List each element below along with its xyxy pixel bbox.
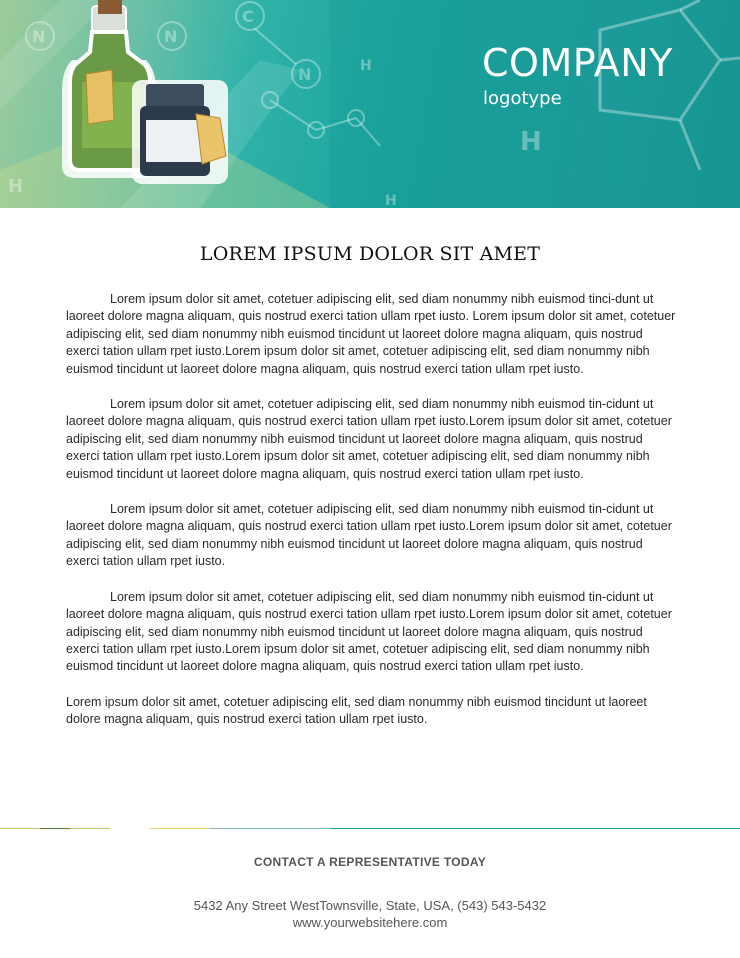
body-paragraph: Lorem ipsum dolor sit amet, cotetuer adipiscing elit, sed diam nonummy nibh euismod tin-cidunt ut laoreet dolore magna aliquam, quis nostrud exerci tation ullam rpet iusto.Lorem ipsum dolor sit amet, cotetuer adipiscing elit, sed diam nonummy nibh euismod tincidunt ut laoreet dolore magna aliquam, quis nostrud exerci tation ullam rpet iusto.Lorem ipsum dolor sit amet, cotetuer adipiscing elit, sed diam nonummy nibh euismod tincidunt ut laoreet dolore magna aliquam, quis nostrud exerci tation ullam rpet iusto. <box>66 397 672 481</box>
website-link[interactable]: www.yourwebsitehere.com <box>292 915 448 930</box>
body-paragraph: Lorem ipsum dolor sit amet, cotetuer adipiscing elit, sed diam nonummy nibh euismod tinci-dunt ut laoreet dolore magna aliquam, quis nostrud exerci tation ullam rpet iusto. Lorem ipsum dolor sit amet, cotetuer adipiscing elit, sed diam nonummy nibh euismod tincidunt ut laoreet dolore magna aliquam, quis nostrud exerci tation ullam rpet iusto.Lorem ipsum dolor sit amet, cotetuer adipiscing elit, sed diam nonummy nibh euismod tincidunt ut laoreet dolore magna aliquam, quis nostrud exerci tation ullam rpet iusto. <box>66 292 676 376</box>
body-paragraph: Lorem ipsum dolor sit amet, cotetuer adipiscing elit, sed diam nonummy nibh euismod tincidunt ut laoreet dolore magna aliquam, quis nostrud exerci tation ullam rpet iusto. <box>66 694 647 727</box>
contact-address: 5432 Any Street WestTownsville, State, USA, (543) 543-5432 <box>193 898 547 913</box>
svg-text:H: H <box>360 58 372 74</box>
svg-text:H: H <box>385 193 397 208</box>
body-paragraph: Lorem ipsum dolor sit amet, cotetuer adipiscing elit, sed diam nonummy nibh euismod tin-cidunt ut laoreet dolore magna aliquam, quis nostrud exerci tation ullam rpet iusto.Lorem ipsum dolor sit amet, cotetuer adipiscing elit, sed diam nonummy nibh euismod tincidunt ut laoreet dolore magna aliquam, quis nostrud exerci tation ullam rpet iusto. <box>66 502 672 569</box>
pill-jar-icon <box>132 80 228 184</box>
letter-body <box>66 291 676 747</box>
svg-text:H: H <box>8 176 24 197</box>
document-title: LOREM IPSUM DOLOR SIT AMET <box>199 243 541 265</box>
footer-band-art <box>0 828 740 829</box>
svg-text:C: C <box>242 7 254 26</box>
company-name: COMPANY <box>482 41 673 85</box>
svg-text:N: N <box>298 65 312 84</box>
contact-heading: CONTACT A REPRESENTATIVE TODAY <box>253 855 487 869</box>
svg-text:N: N <box>32 27 46 46</box>
footer-divider-band <box>0 821 740 829</box>
svg-text:H: H <box>520 127 542 157</box>
body-paragraph: Lorem ipsum dolor sit amet, cotetuer adipiscing elit, sed diam nonummy nibh euismod tin-cidunt ut laoreet dolore magna aliquam, quis nostrud exerci tation ullam rpet iusto.Lorem ipsum dolor sit amet, cotetuer adipiscing elit, sed diam nonummy nibh euismod tincidunt ut laoreet dolore magna aliquam, quis nostrud exerci tation ullam rpet iusto.Lorem ipsum dolor sit amet, cotetuer adipiscing elit, sed diam nonummy nibh euismod tincidunt ut laoreet dolore magna aliquam, quis nostrud exerci tation ullam rpet iusto. <box>66 589 672 674</box>
svg-text:N: N <box>164 27 178 46</box>
letterhead-banner <box>0 0 740 208</box>
banner-illustration <box>0 0 740 208</box>
company-tagline: logotype <box>483 88 562 109</box>
